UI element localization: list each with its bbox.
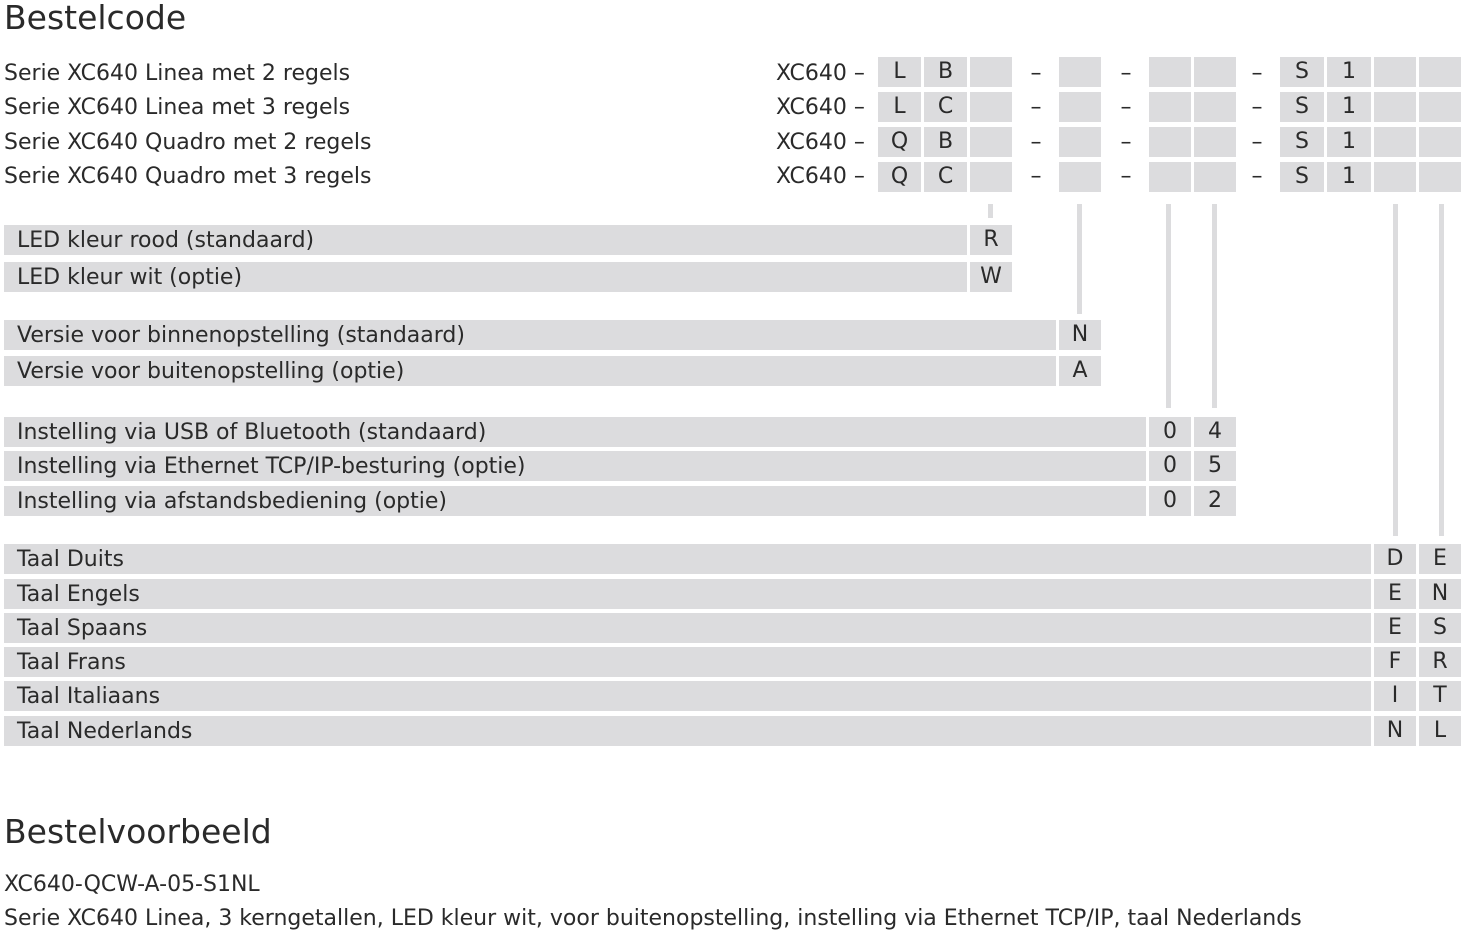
series-one-cell: 1 [1327, 162, 1371, 192]
led-code-slot [970, 92, 1012, 122]
code-separator: – [1251, 164, 1263, 189]
series-prefix: XC640 – [776, 164, 865, 189]
series-code-cell: L [878, 57, 921, 87]
series-s-cell: S [1280, 162, 1324, 192]
series-code-cell: Q [878, 162, 921, 192]
language-code-slot [1419, 127, 1461, 157]
series-one-cell: 1 [1327, 127, 1371, 157]
language-option-code: L [1419, 716, 1461, 746]
setting-code-slot [1149, 57, 1191, 87]
language-code-slot [1419, 162, 1461, 192]
code-separator: – [1030, 130, 1042, 155]
series-code-cell: C [924, 92, 967, 122]
language-option-code: N [1419, 579, 1461, 609]
series-code-cell: B [924, 127, 967, 157]
setting-option-code: 2 [1194, 486, 1236, 516]
code-separator: – [1030, 164, 1042, 189]
code-separator: – [1120, 164, 1132, 189]
code-separator: – [1251, 95, 1263, 120]
language-option-label: Taal Spaans [4, 613, 1371, 643]
setting-code-slot [1194, 127, 1236, 157]
series-code-cell: L [878, 92, 921, 122]
code-separator: – [1030, 95, 1042, 120]
series-code-cell: Q [878, 127, 921, 157]
setting-option-label: Instelling via USB of Bluetooth (standaard) [4, 417, 1146, 447]
setting-code-slot [1194, 57, 1236, 87]
version-code-slot [1059, 92, 1101, 122]
code-separator: – [1251, 61, 1263, 86]
setting-option-code: 5 [1194, 451, 1236, 481]
language-code-slot [1374, 57, 1416, 87]
language-option-label: Taal Duits [4, 544, 1371, 574]
language-option-code: N [1374, 716, 1416, 746]
version-option-label: Versie voor binnenopstelling (standaard) [4, 320, 1056, 350]
series-s-cell: S [1280, 92, 1324, 122]
language-option-code: E [1374, 613, 1416, 643]
setting-option-label: Instelling via afstandsbediening (optie) [4, 486, 1146, 516]
series-label: Serie XC640 Linea met 3 regels [4, 95, 351, 120]
language-code-slot [1419, 92, 1461, 122]
series-one-cell: 1 [1327, 92, 1371, 122]
led-option-label: LED kleur wit (optie) [4, 262, 967, 292]
order-example-heading: Bestelvoorbeeld [4, 812, 272, 851]
connector-line [1212, 204, 1217, 408]
language-code-slot [1419, 57, 1461, 87]
setting-code-slot [1194, 92, 1236, 122]
series-label: Serie XC640 Quadro met 2 regels [4, 130, 372, 155]
setting-option-label: Instelling via Ethernet TCP/IP-besturing (optie) [4, 451, 1146, 481]
code-separator: – [1120, 95, 1132, 120]
led-option-code: R [970, 225, 1012, 255]
example-code: XC640-QCW-A-05-S1NL [4, 872, 260, 897]
language-code-slot [1374, 92, 1416, 122]
setting-code-slot [1149, 162, 1191, 192]
language-option-code: F [1374, 647, 1416, 677]
connector-line [1166, 204, 1171, 408]
led-code-slot [970, 162, 1012, 192]
version-option-code: N [1059, 320, 1101, 350]
version-option-label: Versie voor buitenopstelling (optie) [4, 356, 1056, 386]
language-option-code: I [1374, 681, 1416, 711]
series-label: Serie XC640 Linea met 2 regels [4, 61, 351, 86]
code-separator: – [1030, 61, 1042, 86]
language-code-slot [1374, 127, 1416, 157]
version-code-slot [1059, 57, 1101, 87]
code-separator: – [1120, 61, 1132, 86]
setting-option-code: 0 [1149, 486, 1191, 516]
series-s-cell: S [1280, 57, 1324, 87]
language-option-code: D [1374, 544, 1416, 574]
language-code-slot [1374, 162, 1416, 192]
language-option-label: Taal Engels [4, 579, 1371, 609]
language-option-code: S [1419, 613, 1461, 643]
series-prefix: XC640 – [776, 95, 865, 120]
version-code-slot [1059, 162, 1101, 192]
setting-option-code: 0 [1149, 417, 1191, 447]
code-separator: – [1120, 130, 1132, 155]
code-separator: – [1251, 130, 1263, 155]
version-option-code: A [1059, 356, 1101, 386]
language-option-label: Taal Nederlands [4, 716, 1371, 746]
led-code-slot [970, 127, 1012, 157]
series-label: Serie XC640 Quadro met 3 regels [4, 164, 372, 189]
version-code-slot [1059, 127, 1101, 157]
led-code-slot [970, 57, 1012, 87]
setting-code-slot [1149, 92, 1191, 122]
series-code-cell: B [924, 57, 967, 87]
language-option-code: E [1374, 579, 1416, 609]
series-prefix: XC640 – [776, 61, 865, 86]
led-option-code: W [970, 262, 1012, 292]
series-s-cell: S [1280, 127, 1324, 157]
order-code-heading: Bestelcode [4, 0, 187, 37]
led-option-label: LED kleur rood (standaard) [4, 225, 967, 255]
language-option-label: Taal Italiaans [4, 681, 1371, 711]
series-one-cell: 1 [1327, 57, 1371, 87]
series-code-cell: C [924, 162, 967, 192]
connector-line [1439, 204, 1444, 536]
connector-line [988, 204, 993, 218]
language-option-code: T [1419, 681, 1461, 711]
connector-line [1393, 204, 1398, 536]
example-description: Serie XC640 Linea, 3 kerngetallen, LED kleur wit, voor buitenopstelling, instelling via Ethernet TCP/IP, taal Nederlands [4, 906, 1302, 931]
language-option-code: E [1419, 544, 1461, 574]
connector-line [1077, 204, 1082, 314]
setting-option-code: 4 [1194, 417, 1236, 447]
language-option-code: R [1419, 647, 1461, 677]
language-option-label: Taal Frans [4, 647, 1371, 677]
setting-option-code: 0 [1149, 451, 1191, 481]
setting-code-slot [1149, 127, 1191, 157]
setting-code-slot [1194, 162, 1236, 192]
series-prefix: XC640 – [776, 130, 865, 155]
